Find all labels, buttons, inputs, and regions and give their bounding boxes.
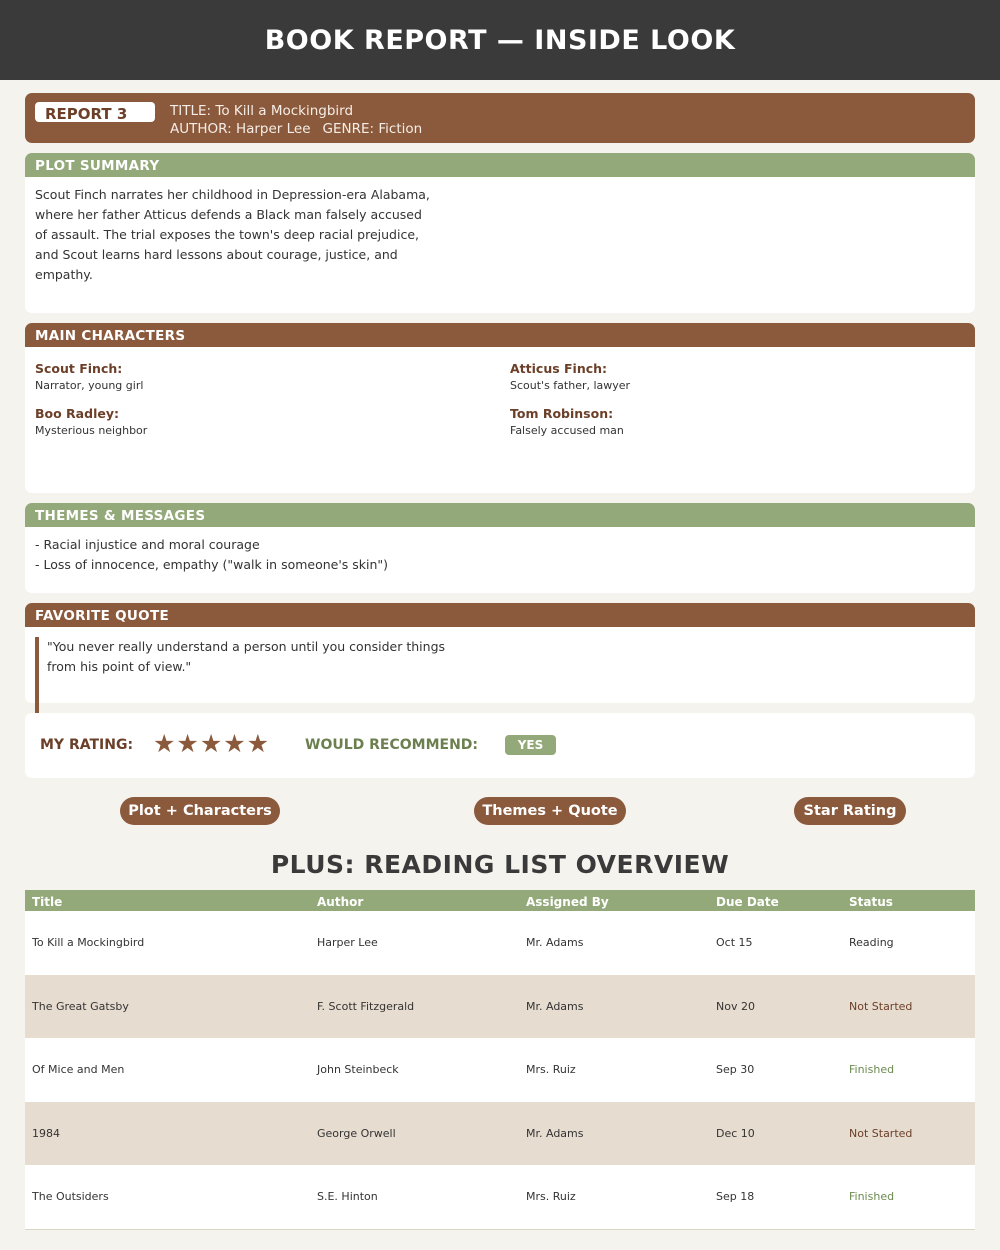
character-item: [35, 406, 147, 437]
table-header: [25, 890, 975, 911]
cell-author: S.E. Hinton: [317, 1190, 378, 1204]
cell-due-date: Sep 18: [716, 1190, 755, 1204]
cell-status: Not Started: [849, 1126, 913, 1140]
favorite-quote-heading: FAVORITE QUOTE: [25, 603, 975, 627]
themes-list: [25, 527, 975, 583]
column-header-author: Author: [317, 895, 364, 909]
character-name: Boo Radley:: [35, 406, 119, 421]
character-name: Atticus Finch:: [510, 361, 608, 376]
main-characters-card: [25, 323, 975, 493]
cell-due-date: Nov 20: [716, 999, 755, 1013]
cell-author: F. Scott Fitzgerald: [317, 999, 415, 1013]
character-name: Scout Finch:: [35, 361, 123, 376]
cell-due-date: Dec 10: [716, 1126, 755, 1140]
character-item: [510, 406, 624, 437]
report-header-card: [25, 93, 975, 143]
cell-status: Finished: [849, 1190, 895, 1204]
reading-list-title: PLUS: READING LIST OVERVIEW: [270, 850, 730, 879]
column-header-due-date: Due Date: [716, 895, 779, 909]
cell-assigned-by: Mrs. Ruiz: [526, 1063, 576, 1077]
column-header-status: Status: [849, 895, 893, 909]
cell-due-date: Sep 30: [716, 1063, 755, 1077]
themes-heading: THEMES & MESSAGES: [25, 503, 975, 527]
cell-title: The Great Gatsby: [32, 999, 129, 1013]
table-row: [25, 911, 975, 975]
cell-title: 1984: [32, 1126, 60, 1140]
cell-assigned-by: Mr. Adams: [526, 1126, 584, 1140]
reading-list-table: [25, 890, 975, 1230]
themes-quote-button[interactable]: Themes + Quote: [474, 797, 626, 825]
cell-title: Of Mice and Men: [32, 1063, 125, 1077]
column-header-title: Title: [32, 895, 63, 909]
plot-characters-button[interactable]: Plot + Characters: [120, 797, 280, 825]
quote-text: "You never really understand a person until you consider things from his point of view.": [47, 639, 446, 674]
table-row: [25, 975, 975, 1039]
cell-status: Finished: [849, 1063, 895, 1077]
book-genre: GENRE: Fiction: [322, 121, 423, 137]
character-name: Tom Robinson:: [510, 406, 614, 421]
plot-summary-heading: PLOT SUMMARY: [25, 153, 975, 177]
character-desc: Falsely accused man: [510, 424, 624, 437]
theme-item: - Loss of innocence, empathy ("walk in someone's skin"): [35, 557, 389, 572]
rating-card: [25, 713, 975, 778]
book-author: AUTHOR: Harper Lee: [170, 121, 311, 137]
recommend-label: WOULD RECOMMEND:: [305, 737, 479, 753]
cell-title: The Outsiders: [32, 1190, 109, 1204]
character-desc: Mysterious neighbor: [35, 424, 148, 437]
theme-item: - Racial injustice and moral courage: [35, 537, 260, 552]
character-desc: Scout's father, lawyer: [510, 379, 631, 392]
themes-card: [25, 503, 975, 593]
book-title: TITLE: To Kill a Mockingbird: [170, 103, 354, 119]
character-item: [510, 361, 630, 392]
cell-status: Not Started: [849, 999, 913, 1013]
character-desc: Narrator, young girl: [35, 379, 144, 392]
column-header-assigned-by: Assigned By: [526, 895, 609, 909]
favorite-quote-card: [25, 603, 975, 703]
table-row: [25, 1038, 975, 1102]
page-title: BOOK REPORT — INSIDE LOOK: [264, 24, 736, 56]
character-item: [35, 361, 143, 392]
cell-author: George Orwell: [317, 1126, 396, 1140]
cell-assigned-by: Mr. Adams: [526, 936, 584, 949]
main-characters-heading: MAIN CHARACTERS: [25, 323, 975, 347]
cell-status: Reading: [849, 936, 894, 949]
quote-accent-bar: [35, 637, 39, 715]
cell-assigned-by: Mr. Adams: [526, 999, 584, 1013]
cell-title: To Kill a Mockingbird: [32, 936, 145, 949]
plot-summary-card: [25, 153, 975, 313]
book-meta: [170, 121, 422, 137]
star-rating-button[interactable]: Star Rating: [794, 797, 906, 825]
cell-author: John Steinbeck: [317, 1063, 399, 1077]
cell-assigned-by: Mrs. Ruiz: [526, 1190, 576, 1204]
cell-author: Harper Lee: [317, 936, 378, 949]
report-badge: REPORT 3: [35, 102, 155, 122]
recommend-badge: YES: [505, 735, 556, 755]
page-header: [0, 0, 1000, 80]
star-rating-icons: ★★★★★: [153, 729, 271, 758]
table-row: [25, 1165, 975, 1229]
rating-label: MY RATING:: [40, 737, 134, 753]
cell-due-date: Oct 15: [716, 936, 753, 949]
plot-summary-text: Scout Finch narrates her childhood in Depression-era Alabama, where her father Atticus defends a Black man falsely accused of assault. The trial exposes the town's deep racial prejudice, and Scout learns hard lessons about courage, justice, and empathy.: [35, 187, 430, 282]
table-row: [25, 1102, 975, 1166]
